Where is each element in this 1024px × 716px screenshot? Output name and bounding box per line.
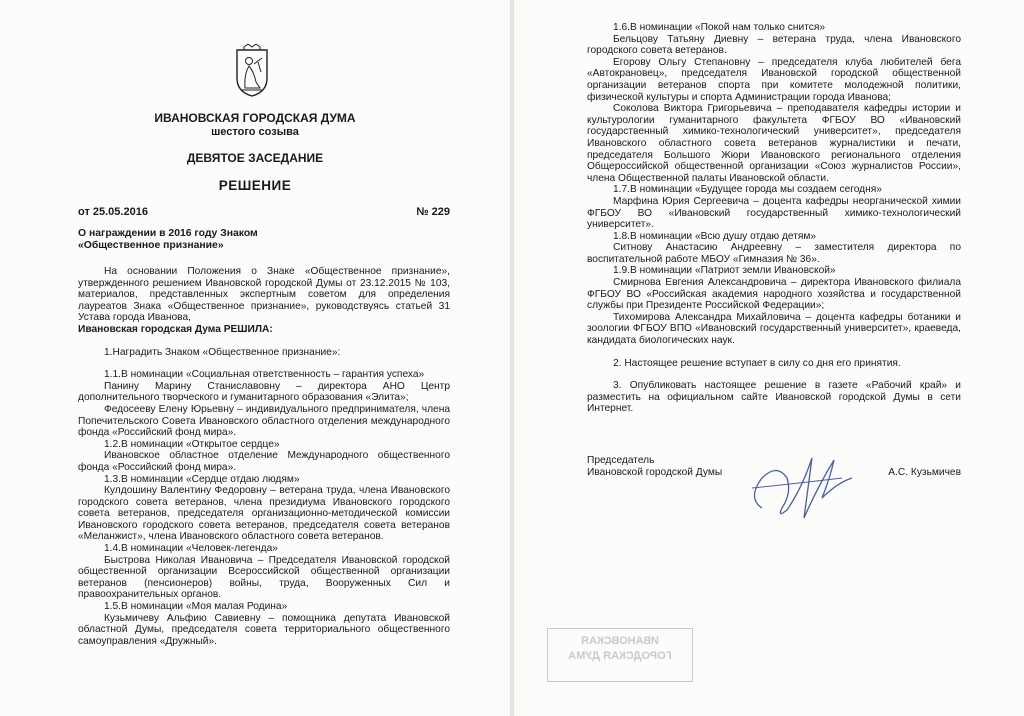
document-type: РЕШЕНИЕ (218, 178, 292, 193)
left-body (78, 266, 450, 647)
subject (78, 228, 450, 252)
awardee-1-2: Ивановское областное отделение Международного общественного фонда «Российский фонд мира». (78, 450, 450, 473)
nomination-1-4: 1.4.В номинации «Человек-легенда» (104, 543, 278, 555)
handwritten-signature-icon (742, 448, 862, 528)
awardee-1-1-b: Федосееву Елену Юрьевну – индивидуального предпринимателя, члена Попечительского Совета Ивановского областного отделения международного фонда «Российский фонд мира». (78, 403, 450, 439)
awardee-1-6-c: Соколова Виктора Григорьевича – преподавателя кафедры истории и культурологии гуманитарного факультета ФГБОУ ВО «Ивановский государственный химико-технологический университет», председателя Ивановского областного совета ветеранов журналистики и печати, председателя Большого Жюри Ивановского регионального отделения Общероссийской общественной организации «Союз журналистов России», члена Общественной палаты Ивановской области. (587, 103, 961, 184)
nomination-1-8: 1.8.В номинации «Всю душу отдаю детям» (613, 230, 817, 242)
item-3: 3. Опубликовать настоящее решение в газете «Рабочий край» и разместить на официальном сайте Ивановской городской Думы в сети Интернет. (587, 380, 961, 415)
awardee-1-9-b: Тихомирова Александра Михайловича – доцента кафедры ботаники и зоологии ФГБОУ ВПО «Ивановский государственный университет», краеведа, кандидата биологических наук. (587, 311, 961, 347)
right-body (587, 22, 961, 415)
awardee-1-9-a: Смирнова Евгения Александровича – директора Ивановского филиала ФГБОУ ВО «Российская академия народного хозяйства и государственной службы при Президенте Российской Федерации»; (587, 277, 961, 312)
right-page (514, 0, 1024, 716)
nomination-1-7: 1.7.В номинации «Будущее города мы создаем сегодня» (613, 184, 882, 196)
signer-role-line-2: Ивановской городской Думы (587, 467, 723, 478)
item-2: 2. Настоящее решение вступает в силу со дня его принятия. (613, 357, 901, 369)
awardee-1-8: Ситнову Анастасию Андреевну – заместителя директора по воспитательной работе МБОУ «Гимназия № 36». (587, 242, 961, 265)
stamp-line-1: ИВАНОВСКАЯ (581, 635, 659, 647)
awardee-1-4: Быстрова Николая Ивановича – Председателя Ивановской городской общественной организации Всероссийской общественной организации ветеранов (пенсионеров) войны, труда, Вооруженных Сил и правоохранительных органов. (78, 554, 450, 601)
nomination-1-5: 1.5.В номинации «Моя малая Родина» (104, 601, 288, 613)
awardee-1-6-a: Бельцову Татьяну Диевну – ветерана труда, члена Ивановского городского совета ветеранов. (587, 33, 961, 57)
nomination-1-1: 1.1.В номинации «Социальная ответственность – гарантия успеха» (104, 369, 425, 381)
nomination-1-9: 1.9.В номинации «Патриот земли Ивановской» (613, 265, 836, 277)
awardee-1-3: Кулдошину Валентину Федоровну – ветерана труда, члена Ивановского городского совета ветеранов, члена президиума Ивановского городского совета ветеранов, председателя организационно-методической комиссии Ивановского городского совета ветеранов, председателя совета ветеранов «Меланжист», члена Ивановского областного совета ветеранов. (78, 485, 450, 543)
subject-line-2: «Общественное признание» (78, 240, 224, 251)
awardee-1-6-b: Егорову Ольгу Степановну – председателя клуба любителей бега «Автокрановец», председателя Ивановской городской общественной организации ветеранов спорта при комитете молодежной политики, физической культуры и спорта Администрации города Иванова; (587, 56, 961, 103)
nomination-1-6: 1.6.В номинации «Покой нам только снится» (613, 22, 826, 33)
item-1: 1.Наградить Знаком «Общественное признание»: (104, 346, 341, 358)
signer-role-line-1: Председатель (587, 455, 655, 466)
coat-of-arms-icon (234, 44, 270, 98)
stamp-line-2: ГОРОДСКАЯ ДУМА (568, 650, 672, 662)
awardee-1-5: Кузьмичеву Альфию Савиевну – помощника депутата Ивановской областной Думы, председателя совета территориального общественного самоуправления «Дружный». (78, 612, 450, 647)
date-number-line (78, 206, 450, 218)
awardee-1-7: Марфина Юрия Сергеевича – доцента кафедры неорганической химии ФГБОУ ВО «Ивановский государственный химико-технологический университет». (587, 195, 961, 231)
faded-stamp (547, 628, 693, 682)
awardee-1-1-a: Панину Марину Станиславовну – директора АНО Центр дополнительного творческого и гуманитарного образования «Элита»; (78, 380, 450, 404)
preamble: На основании Положения о Знаке «Общественное признание», утвержденного решением Ивановской городской Думы от 23.12.2015 № 103, материалов, представленных экспертным советом для определения лауреатов Знака «Общественное признание», руководствуясь статьей 31 Устава города Иванова, (78, 266, 450, 324)
signer-name: А.С. Кузьмичев (888, 467, 961, 478)
left-page (0, 0, 510, 716)
nomination-1-3: 1.3.В номинации «Сердце отдаю людям» (104, 473, 300, 485)
org-title: ИВАНОВСКАЯ ГОРОДСКАЯ ДУМА (154, 111, 356, 125)
resolved-line: Ивановская городская Дума РЕШИЛА: (78, 323, 273, 335)
document-number: № 229 (416, 206, 450, 218)
subject-line-1: О награждении в 2016 году Знаком (78, 228, 258, 239)
nomination-1-2: 1.2.В номинации «Открытое сердце» (104, 438, 280, 450)
document-date: от 25.05.2016 (78, 206, 148, 218)
convocation: шестого созыва (211, 126, 299, 138)
session-title: ДЕВЯТОЕ ЗАСЕДАНИЕ (186, 151, 324, 165)
